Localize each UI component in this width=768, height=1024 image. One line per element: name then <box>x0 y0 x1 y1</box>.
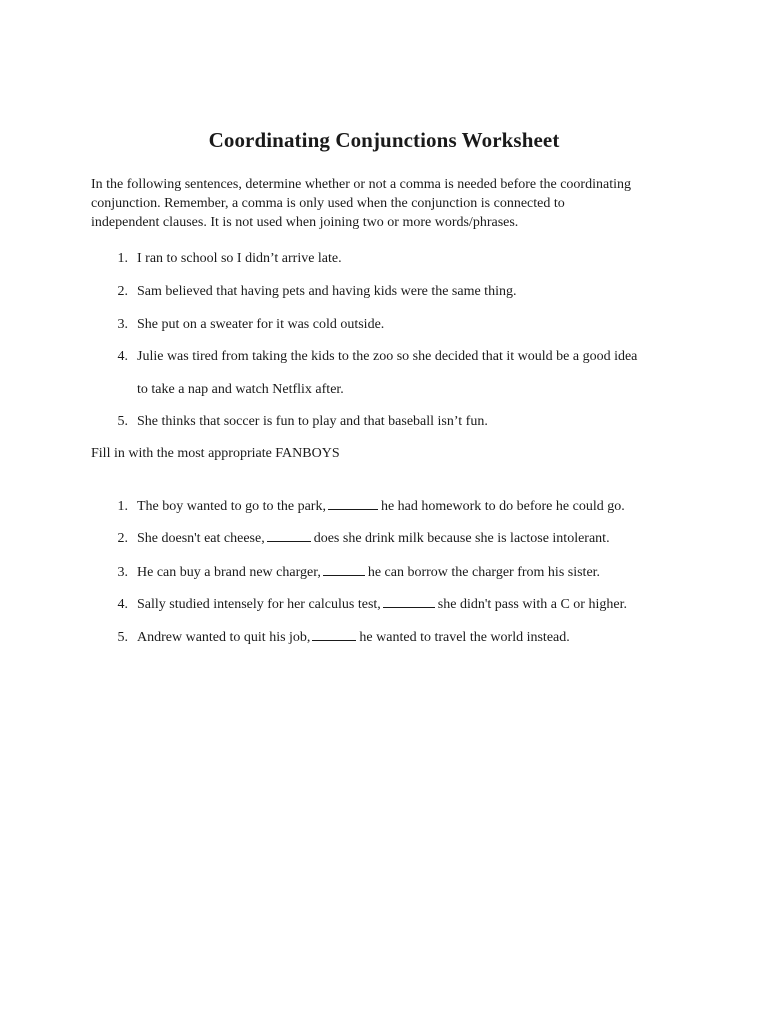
answer-blank[interactable] <box>312 639 356 641</box>
question-text <box>137 531 610 547</box>
answer-blank[interactable] <box>323 574 365 576</box>
question-text-after: he wanted to travel the world instead. <box>359 630 570 645</box>
question-text <box>137 565 600 581</box>
question-text <box>137 597 627 613</box>
section-heading-fanboys: Fill in with the most appropriate FANBOYS <box>91 446 340 461</box>
question-text-before: She doesn't eat cheese, <box>137 531 265 546</box>
question-text-after: he had homework to do before he could go. <box>380 499 625 514</box>
question-number: 5. <box>117 630 128 645</box>
question-text: She thinks that soccer is fun to play and that baseball isn’t fun. <box>137 414 488 429</box>
question-text-before: Andrew wanted to quit his job, <box>137 630 311 645</box>
question-text <box>137 630 570 646</box>
question-text-continued: to take a nap and watch Netflix after. <box>137 382 344 397</box>
answer-blank[interactable] <box>383 606 435 608</box>
question-number: 2. <box>117 531 128 546</box>
instructions-line: independent clauses. It is not used when joining two or more words/phrases. <box>91 215 519 230</box>
question-text-before: The boy wanted to go to the park, <box>137 499 326 514</box>
question-text-after: does she drink milk because she is lactose intolerant. <box>313 531 610 546</box>
question-text-after: he can borrow the charger from his sister. <box>367 565 601 580</box>
instructions-line: In the following sentences, determine whether or not a comma is needed before the coordinating <box>91 177 631 192</box>
question-number: 2. <box>117 284 128 299</box>
question-text-before: Sally studied intensely for her calculus test, <box>137 597 381 612</box>
question-number: 4. <box>117 349 128 364</box>
question-text: Julie was tired from taking the kids to the zoo so she decided that it would be a good idea <box>137 349 638 364</box>
instructions-line: conjunction. Remember, a comma is only used when the conjunction is connected to <box>91 196 565 211</box>
instructions-paragraph <box>91 175 691 232</box>
question-number: 3. <box>117 317 128 332</box>
question-text-after: she didn't pass with a C or higher. <box>437 597 627 612</box>
question-number: 1. <box>117 499 128 514</box>
question-number: 5. <box>117 414 128 429</box>
question-text: Sam believed that having pets and having kids were the same thing. <box>137 284 517 299</box>
question-number: 4. <box>117 597 128 612</box>
page-title: Coordinating Conjunctions Worksheet <box>208 128 560 152</box>
question-text: She put on a sweater for it was cold outside. <box>137 317 385 332</box>
question-text <box>137 499 625 515</box>
answer-blank[interactable] <box>328 508 378 510</box>
question-text-before: He can buy a brand new charger, <box>137 565 321 580</box>
question-number: 3. <box>117 565 128 580</box>
answer-blank[interactable] <box>267 540 311 542</box>
question-number: 1. <box>117 251 128 266</box>
question-text: I ran to school so I didn’t arrive late. <box>137 251 342 266</box>
